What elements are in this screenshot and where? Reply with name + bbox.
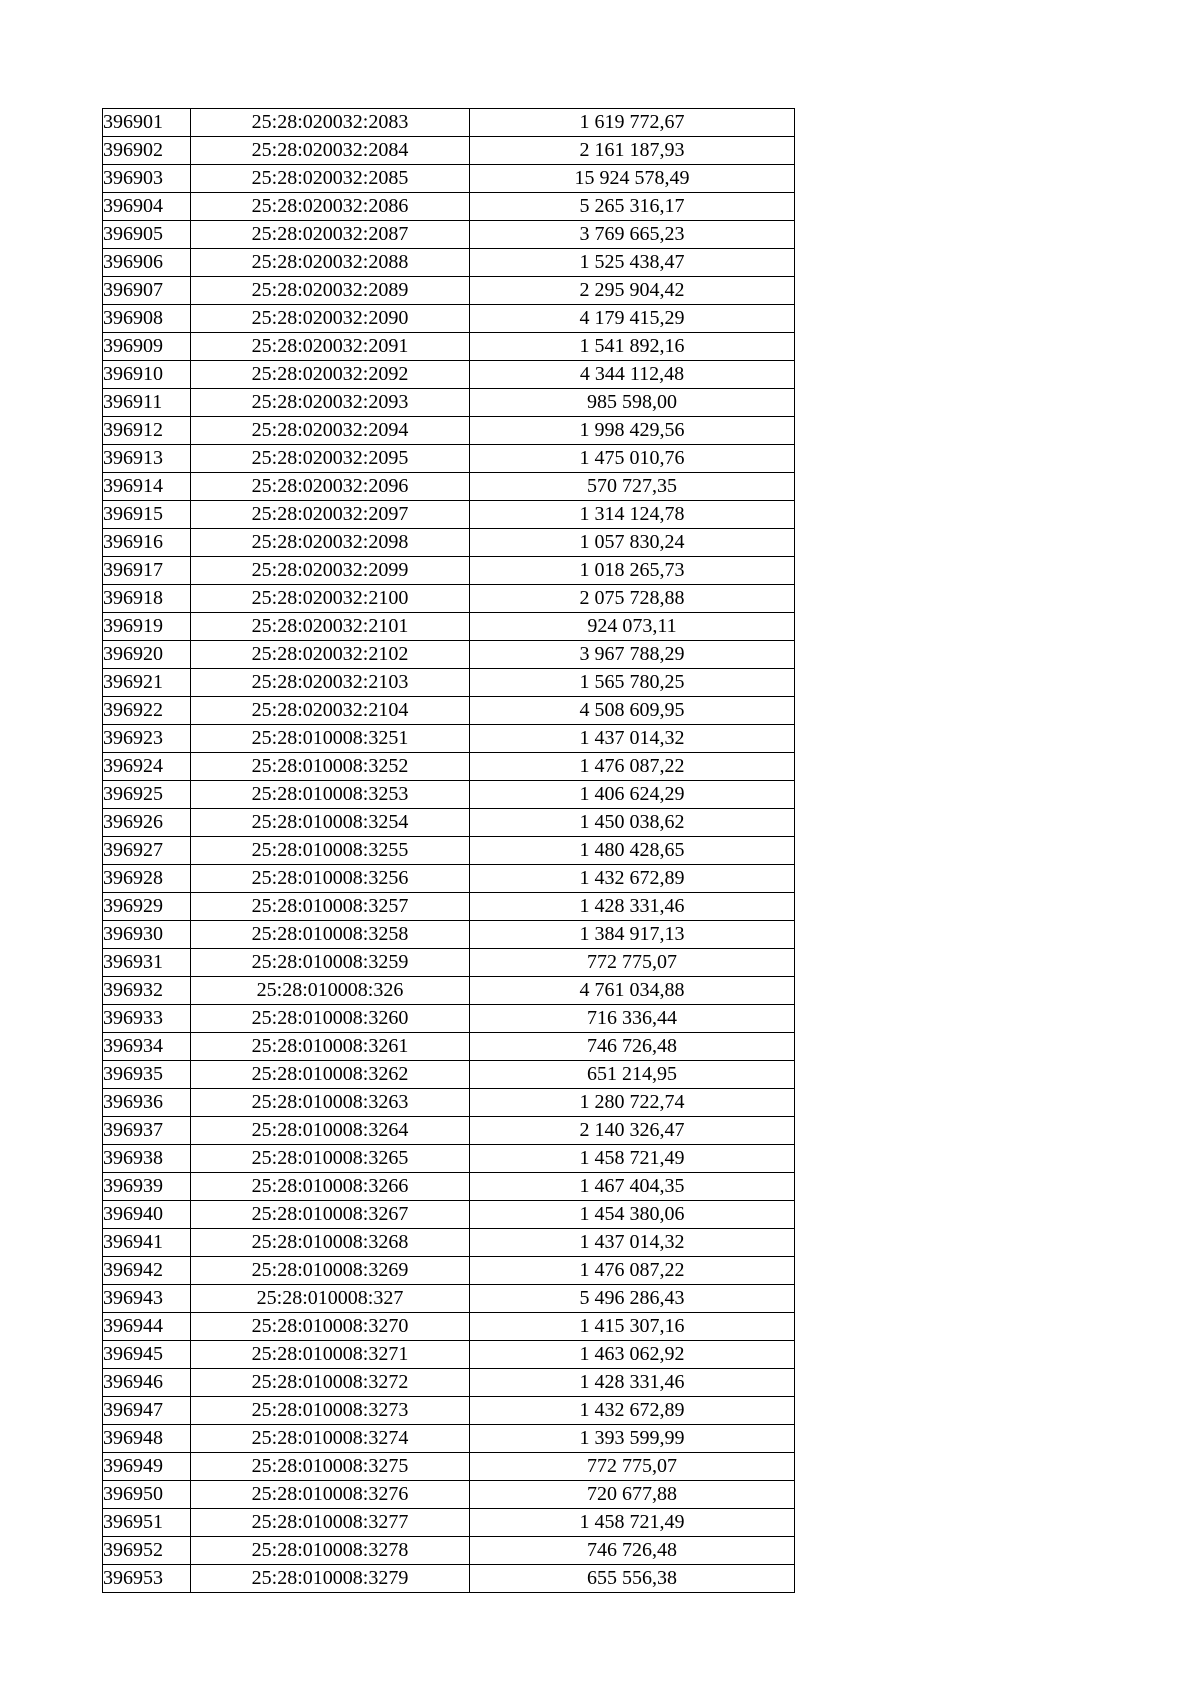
row-number-cell: 396905 [103,221,191,249]
cadastral-value-cell: 15 924 578,49 [470,165,795,193]
row-number-cell: 396943 [103,1285,191,1313]
row-number-cell: 396920 [103,641,191,669]
row-number-cell: 396925 [103,781,191,809]
row-number-cell: 396945 [103,1341,191,1369]
row-number-cell: 396930 [103,921,191,949]
cadastral-value-cell: 1 428 331,46 [470,893,795,921]
table-row [103,1341,795,1369]
table-row [103,193,795,221]
table-row [103,641,795,669]
row-number-cell: 396938 [103,1145,191,1173]
cadastral-number-cell: 25:28:010008:3266 [191,1173,470,1201]
row-number-cell: 396949 [103,1453,191,1481]
cadastral-number-cell: 25:28:020032:2092 [191,361,470,389]
table-row [103,1425,795,1453]
row-number-cell: 396909 [103,333,191,361]
cadastral-number-cell: 25:28:010008:3251 [191,725,470,753]
cadastral-value-cell: 1 619 772,67 [470,109,795,137]
cadastral-value-cell: 1 463 062,92 [470,1341,795,1369]
table-row [103,1201,795,1229]
cadastral-value-cell: 1 565 780,25 [470,669,795,697]
cadastral-number-cell: 25:28:020032:2084 [191,137,470,165]
cadastral-value-cell: 2 075 728,88 [470,585,795,613]
cadastral-number-cell: 25:28:020032:2091 [191,333,470,361]
row-number-cell: 396921 [103,669,191,697]
cadastral-value-cell: 1 428 331,46 [470,1369,795,1397]
table-row [103,277,795,305]
row-number-cell: 396910 [103,361,191,389]
row-number-cell: 396951 [103,1509,191,1537]
cadastral-value-cell: 1 458 721,49 [470,1509,795,1537]
cadastral-value-cell: 1 450 038,62 [470,809,795,837]
row-number-cell: 396907 [103,277,191,305]
row-number-cell: 396950 [103,1481,191,1509]
cadastral-value-cell: 1 406 624,29 [470,781,795,809]
cadastral-number-cell: 25:28:010008:3274 [191,1425,470,1453]
cadastral-number-cell: 25:28:010008:3271 [191,1341,470,1369]
row-number-cell: 396952 [103,1537,191,1565]
table-row [103,809,795,837]
row-number-cell: 396919 [103,613,191,641]
table-row [103,249,795,277]
table-row [103,1397,795,1425]
cadastral-value-cell: 746 726,48 [470,1033,795,1061]
cadastral-number-cell: 25:28:010008:3261 [191,1033,470,1061]
table-row [103,837,795,865]
cadastral-value-cell: 1 437 014,32 [470,725,795,753]
cadastral-value-cell: 5 496 286,43 [470,1285,795,1313]
row-number-cell: 396904 [103,193,191,221]
cadastral-value-cell: 924 073,11 [470,613,795,641]
row-number-cell: 396937 [103,1117,191,1145]
table-row [103,1509,795,1537]
cadastral-number-cell: 25:28:010008:3263 [191,1089,470,1117]
cadastral-value-cell: 1 476 087,22 [470,753,795,781]
table-row [103,1453,795,1481]
row-number-cell: 396903 [103,165,191,193]
table-row [103,669,795,697]
cadastral-value-cell: 1 467 404,35 [470,1173,795,1201]
table-row [103,361,795,389]
cadastral-value-cell: 1 415 307,16 [470,1313,795,1341]
cadastral-number-cell: 25:28:010008:3276 [191,1481,470,1509]
cadastral-value-cell: 1 475 010,76 [470,445,795,473]
table-row [103,109,795,137]
cadastral-value-cell: 1 480 428,65 [470,837,795,865]
row-number-cell: 396927 [103,837,191,865]
cadastral-value-cell: 720 677,88 [470,1481,795,1509]
row-number-cell: 396929 [103,893,191,921]
row-number-cell: 396940 [103,1201,191,1229]
table-row [103,725,795,753]
row-number-cell: 396917 [103,557,191,585]
cadastral-number-cell: 25:28:010008:3258 [191,921,470,949]
cadastral-value-cell: 716 336,44 [470,1005,795,1033]
table-row [103,781,795,809]
table-row [103,221,795,249]
row-number-cell: 396947 [103,1397,191,1425]
cadastral-value-table [102,108,795,1593]
row-number-cell: 396941 [103,1229,191,1257]
cadastral-value-cell: 1 018 265,73 [470,557,795,585]
row-number-cell: 396939 [103,1173,191,1201]
row-number-cell: 396916 [103,529,191,557]
row-number-cell: 396906 [103,249,191,277]
table-row [103,1537,795,1565]
cadastral-number-cell: 25:28:020032:2103 [191,669,470,697]
cadastral-number-cell: 25:28:010008:3268 [191,1229,470,1257]
cadastral-number-cell: 25:28:020032:2095 [191,445,470,473]
cadastral-number-cell: 25:28:010008:3277 [191,1509,470,1537]
table-row [103,305,795,333]
cadastral-number-cell: 25:28:020032:2085 [191,165,470,193]
cadastral-value-cell: 1 393 599,99 [470,1425,795,1453]
table-row [103,865,795,893]
cadastral-number-cell: 25:28:010008:3256 [191,865,470,893]
cadastral-number-cell: 25:28:020032:2096 [191,473,470,501]
row-number-cell: 396932 [103,977,191,1005]
cadastral-value-cell: 1 998 429,56 [470,417,795,445]
cadastral-number-cell: 25:28:010008:3260 [191,1005,470,1033]
row-number-cell: 396911 [103,389,191,417]
cadastral-value-cell: 1 432 672,89 [470,865,795,893]
cadastral-value-cell: 1 454 380,06 [470,1201,795,1229]
cadastral-value-cell: 2 295 904,42 [470,277,795,305]
cadastral-number-cell: 25:28:020032:2104 [191,697,470,725]
cadastral-number-cell: 25:28:010008:3270 [191,1313,470,1341]
cadastral-value-cell: 1 458 721,49 [470,1145,795,1173]
table-row [103,893,795,921]
cadastral-number-cell: 25:28:010008:3254 [191,809,470,837]
cadastral-value-cell: 1 476 087,22 [470,1257,795,1285]
cadastral-number-cell: 25:28:010008:3279 [191,1565,470,1593]
table-row [103,389,795,417]
table-body [103,109,795,1593]
table-row [103,949,795,977]
row-number-cell: 396928 [103,865,191,893]
row-number-cell: 396922 [103,697,191,725]
table-row [103,501,795,529]
cadastral-number-cell: 25:28:020032:2087 [191,221,470,249]
cadastral-number-cell: 25:28:020032:2083 [191,109,470,137]
cadastral-value-cell: 1 057 830,24 [470,529,795,557]
cadastral-number-cell: 25:28:020032:2100 [191,585,470,613]
table-row [103,417,795,445]
cadastral-number-cell: 25:28:020032:2097 [191,501,470,529]
table-row [103,753,795,781]
row-number-cell: 396918 [103,585,191,613]
table-row [103,1145,795,1173]
row-number-cell: 396948 [103,1425,191,1453]
cadastral-value-cell: 772 775,07 [470,949,795,977]
table-row [103,1257,795,1285]
table-row [103,1229,795,1257]
table-row [103,165,795,193]
table-row [103,1313,795,1341]
cadastral-value-cell: 655 556,38 [470,1565,795,1593]
cadastral-number-cell: 25:28:010008:3273 [191,1397,470,1425]
cadastral-number-cell: 25:28:020032:2089 [191,277,470,305]
cadastral-value-cell: 1 280 722,74 [470,1089,795,1117]
cadastral-number-cell: 25:28:010008:326 [191,977,470,1005]
row-number-cell: 396924 [103,753,191,781]
table-row [103,1061,795,1089]
cadastral-number-cell: 25:28:010008:3262 [191,1061,470,1089]
table-row [103,585,795,613]
cadastral-value-cell: 1 432 672,89 [470,1397,795,1425]
row-number-cell: 396942 [103,1257,191,1285]
cadastral-number-cell: 25:28:010008:3264 [191,1117,470,1145]
row-number-cell: 396953 [103,1565,191,1593]
row-number-cell: 396913 [103,445,191,473]
row-number-cell: 396912 [103,417,191,445]
cadastral-number-cell: 25:28:010008:327 [191,1285,470,1313]
cadastral-number-cell: 25:28:020032:2094 [191,417,470,445]
cadastral-number-cell: 25:28:010008:3252 [191,753,470,781]
cadastral-value-cell: 772 775,07 [470,1453,795,1481]
cadastral-value-cell: 1 437 014,32 [470,1229,795,1257]
cadastral-value-cell: 5 265 316,17 [470,193,795,221]
table-row [103,1173,795,1201]
row-number-cell: 396944 [103,1313,191,1341]
cadastral-value-cell: 2 161 187,93 [470,137,795,165]
row-number-cell: 396946 [103,1369,191,1397]
cadastral-value-cell: 4 179 415,29 [470,305,795,333]
cadastral-value-cell: 2 140 326,47 [470,1117,795,1145]
cadastral-value-cell: 746 726,48 [470,1537,795,1565]
row-number-cell: 396914 [103,473,191,501]
cadastral-value-cell: 1 384 917,13 [470,921,795,949]
cadastral-number-cell: 25:28:010008:3278 [191,1537,470,1565]
cadastral-value-cell: 4 761 034,88 [470,977,795,1005]
cadastral-number-cell: 25:28:010008:3267 [191,1201,470,1229]
table-row [103,473,795,501]
table-row [103,1005,795,1033]
cadastral-value-cell: 4 344 112,48 [470,361,795,389]
table-row [103,613,795,641]
row-number-cell: 396935 [103,1061,191,1089]
table-row [103,529,795,557]
cadastral-value-cell: 1 314 124,78 [470,501,795,529]
table-row [103,557,795,585]
table-row [103,333,795,361]
cadastral-value-cell: 4 508 609,95 [470,697,795,725]
cadastral-value-cell: 3 769 665,23 [470,221,795,249]
cadastral-number-cell: 25:28:010008:3255 [191,837,470,865]
table-row [103,1117,795,1145]
cadastral-number-cell: 25:28:010008:3275 [191,1453,470,1481]
cadastral-number-cell: 25:28:020032:2093 [191,389,470,417]
cadastral-value-cell: 985 598,00 [470,389,795,417]
cadastral-number-cell: 25:28:010008:3257 [191,893,470,921]
cadastral-number-cell: 25:28:010008:3253 [191,781,470,809]
cadastral-number-cell: 25:28:020032:2101 [191,613,470,641]
row-number-cell: 396936 [103,1089,191,1117]
table-row [103,921,795,949]
row-number-cell: 396923 [103,725,191,753]
table-row [103,1565,795,1593]
cadastral-number-cell: 25:28:010008:3272 [191,1369,470,1397]
row-number-cell: 396902 [103,137,191,165]
table-row [103,1481,795,1509]
cadastral-number-cell: 25:28:020032:2099 [191,557,470,585]
cadastral-number-cell: 25:28:010008:3265 [191,1145,470,1173]
table-row [103,977,795,1005]
table-row [103,1285,795,1313]
cadastral-value-cell: 651 214,95 [470,1061,795,1089]
cadastral-number-cell: 25:28:020032:2102 [191,641,470,669]
cadastral-number-cell: 25:28:020032:2090 [191,305,470,333]
cadastral-value-cell: 1 525 438,47 [470,249,795,277]
table-row [103,1089,795,1117]
row-number-cell: 396931 [103,949,191,977]
cadastral-number-cell: 25:28:020032:2088 [191,249,470,277]
table-row [103,137,795,165]
table-row [103,1369,795,1397]
row-number-cell: 396908 [103,305,191,333]
row-number-cell: 396933 [103,1005,191,1033]
row-number-cell: 396915 [103,501,191,529]
table-row [103,445,795,473]
cadastral-number-cell: 25:28:010008:3269 [191,1257,470,1285]
cadastral-value-cell: 570 727,35 [470,473,795,501]
table-row [103,697,795,725]
cadastral-number-cell: 25:28:010008:3259 [191,949,470,977]
cadastral-value-cell: 1 541 892,16 [470,333,795,361]
cadastral-number-cell: 25:28:020032:2098 [191,529,470,557]
row-number-cell: 396934 [103,1033,191,1061]
cadastral-number-cell: 25:28:020032:2086 [191,193,470,221]
row-number-cell: 396926 [103,809,191,837]
table-row [103,1033,795,1061]
cadastral-value-cell: 3 967 788,29 [470,641,795,669]
row-number-cell: 396901 [103,109,191,137]
